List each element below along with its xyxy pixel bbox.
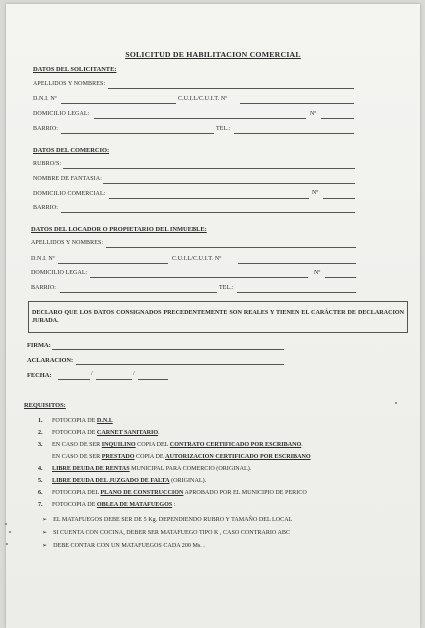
requisito-emphasis: D.N.I. [96, 418, 113, 424]
requisito-text: MUNICIPAL PARA COMERCIO (ORIGINAL). [129, 466, 252, 472]
arrow-bullet-icon: ➢ [42, 530, 48, 536]
fecha-sep-2: / [133, 371, 135, 377]
requisito-number: 2. [38, 430, 43, 436]
locador-cuil-field[interactable] [238, 263, 356, 264]
requisito-emphasis: OBLEA DE MATAFUEGOS [96, 502, 173, 508]
solicitante-barrio-label: BARRIO: [33, 126, 59, 132]
requisito-emphasis: CARNET SANITARIO [96, 430, 159, 436]
requisito-item [38, 454, 311, 460]
margin-mark [5, 523, 7, 525]
fecha-day-field[interactable] [58, 379, 90, 380]
arrow-bullet-icon: ➢ [42, 517, 48, 523]
solicitante-tel-label: TEL.: [216, 126, 231, 132]
aclaracion-field[interactable] [76, 364, 284, 365]
section-locador-heading: DATOS DEL LOCADOR O PROPIETARIO DEL INMUEBLE: [31, 226, 207, 233]
requisito-text: FOTOCOPIA DE [52, 502, 97, 508]
requisito-text: . [301, 442, 303, 448]
comercio-fantasia-label: NOMBRE DE FANTASIA: [33, 176, 102, 182]
locador-domicilio-label: DOMICILIO LEGAL: [31, 270, 88, 276]
requisito-number: 7. [38, 502, 43, 508]
requisito-item [38, 442, 303, 448]
matafuegos-bullet [42, 542, 205, 549]
requisito-item [38, 490, 307, 496]
speck [395, 402, 397, 404]
matafuegos-bullet-text: EL MATAFUEGOS DEBE SER DE 5 Kg. DEPENDIENDO RUBRO Y TAMAÑO DEL LOCAL [53, 517, 293, 523]
locador-barrio-label: BARRIO: [31, 285, 57, 291]
requisito-emphasis: AUTORIZACION CERTIFICADO POR ESCRIBANO [165, 454, 311, 460]
matafuegos-bullet [42, 516, 292, 523]
requisito-number: 4. [38, 466, 43, 472]
requisito-item [38, 478, 206, 484]
comercio-barrio-field[interactable] [61, 212, 355, 213]
requisito-item [38, 430, 160, 436]
locador-nro-field[interactable] [325, 277, 356, 278]
requisito-text: APROBADO POR EL MUNICIPIO DE PERICO [183, 490, 307, 496]
requisito-text: FOTOCOPIA DEL [52, 490, 101, 496]
solicitante-apellidos-field[interactable] [108, 88, 354, 89]
requisito-text: COPIA DE [134, 454, 166, 460]
requisito-emphasis: CONTRATO CERTIFICADO POR ESCRIBANO [169, 442, 302, 448]
fecha-sep-1: / [91, 371, 93, 377]
comercio-fantasia-field[interactable] [103, 183, 355, 184]
declaracion-box [28, 301, 408, 333]
aclaracion-label: ACLARACION: [27, 357, 74, 364]
solicitante-domicilio-label: DOMICILIO LEGAL: [33, 111, 90, 117]
solicitante-nro-label: Nº [310, 111, 317, 117]
requisito-number: 3. [38, 442, 43, 448]
solicitante-nro-field[interactable] [321, 118, 354, 119]
comercio-domicilio-field[interactable] [109, 198, 309, 199]
requisito-number: 1. [38, 418, 43, 424]
comercio-rubros-field[interactable] [63, 168, 355, 169]
matafuegos-bullet [42, 529, 290, 536]
comercio-rubros-label: RUBRO/S: [33, 161, 62, 167]
arrow-bullet-icon: ➢ [42, 543, 48, 549]
locador-apellidos-label: APELLIDOS Y NOMBRES: [31, 240, 104, 246]
solicitante-cuil-label: C.U.I.L/C.U.I.T. Nº [178, 96, 228, 102]
fecha-year-field[interactable] [138, 379, 168, 380]
requisito-item [38, 466, 251, 472]
requisito-text: : [172, 502, 176, 508]
requisito-emphasis: LIBRE DEUDA DEL JUZGADO DE FALTA [52, 478, 170, 484]
declaracion-text: DECLARO QUE LOS DATOS CONSIGNADOS PRECEDENTEMENTE SON REALES Y TIENEN EL CARÁCTER DE DECLARACION JURADA. [32, 310, 404, 324]
margin-mark [9, 531, 11, 533]
requisito-emphasis: PRESTADO [101, 454, 135, 460]
matafuegos-bullet-text: SI CUENTA CON COCINA, DEBER SER MATAFUEGO TIPO K , CASO CONTRARIO ABC [53, 530, 291, 536]
locador-cuil-label: C.U.I.L/C.U.I.T. Nº [172, 256, 222, 262]
locador-dni-label: D.N.I. Nº [31, 256, 55, 262]
requisito-text: EN CASO DE SER [52, 442, 102, 448]
locador-dni-field[interactable] [58, 263, 168, 264]
solicitante-dni-field[interactable] [61, 103, 176, 104]
solicitante-dni-label: D.N.I. Nº [33, 96, 57, 102]
solicitante-barrio-field[interactable] [61, 133, 214, 134]
form-title: SOLICITUD DE HABILITACION COMERCIAL [125, 50, 301, 59]
locador-barrio-field[interactable] [60, 292, 217, 293]
comercio-nro-field[interactable] [323, 198, 355, 199]
requisito-item [38, 418, 113, 424]
requisitos-heading: REQUISITOS: [24, 402, 66, 409]
fecha-month-field[interactable] [96, 379, 132, 380]
locador-domicilio-field[interactable] [90, 277, 308, 278]
requisito-text: EN CASO DE SER [52, 454, 102, 460]
requisito-text: FOTOCOPIA DE [52, 418, 97, 424]
locador-tel-field[interactable] [237, 292, 356, 293]
requisito-item [38, 502, 175, 508]
section-solicitante-heading: DATOS DEL SOLICITANTE: [33, 66, 117, 73]
comercio-nro-label: Nº [312, 190, 319, 196]
locador-nro-label: Nº [314, 270, 321, 276]
requisito-number: 6. [38, 490, 43, 496]
requisito-emphasis: PLANO DE CONSTRUCCION [100, 490, 184, 496]
requisito-number: 5. [38, 478, 43, 484]
requisito-text: . [158, 430, 160, 436]
firma-label: FIRMA: [27, 342, 51, 349]
requisito-emphasis: LIBRE DEUDA DE RENTAS [52, 466, 130, 472]
margin-mark [6, 543, 8, 545]
locador-apellidos-field[interactable] [106, 247, 356, 248]
matafuegos-bullet-text: DEBE CONTAR CON UN MATAFUEGOS CADA 200 Ms. . [53, 543, 205, 549]
solicitante-tel-field[interactable] [234, 133, 354, 134]
locador-tel-label: TEL.: [219, 285, 234, 291]
firma-field[interactable] [52, 349, 284, 350]
comercio-barrio-label: BARRIO: [33, 205, 59, 211]
requisito-text: (ORIGINAL). [169, 478, 207, 484]
form-sheet [6, 4, 420, 628]
requisito-text: FOTOCOPIA DE [52, 430, 97, 436]
solicitante-cuil-field[interactable] [240, 103, 354, 104]
comercio-domicilio-label: DOMICILIO COMERCIAL: [33, 191, 106, 197]
solicitante-domicilio-field[interactable] [94, 118, 306, 119]
requisito-text: COPIA DEL [135, 442, 170, 448]
solicitante-apellidos-label: APELLIDOS Y NOMBRES: [33, 81, 106, 87]
requisito-emphasis: INQUILINO [101, 442, 136, 448]
section-comercio-heading: DATOS DEL COMERCIO: [33, 147, 110, 154]
fecha-label: FECHA: [27, 372, 52, 379]
